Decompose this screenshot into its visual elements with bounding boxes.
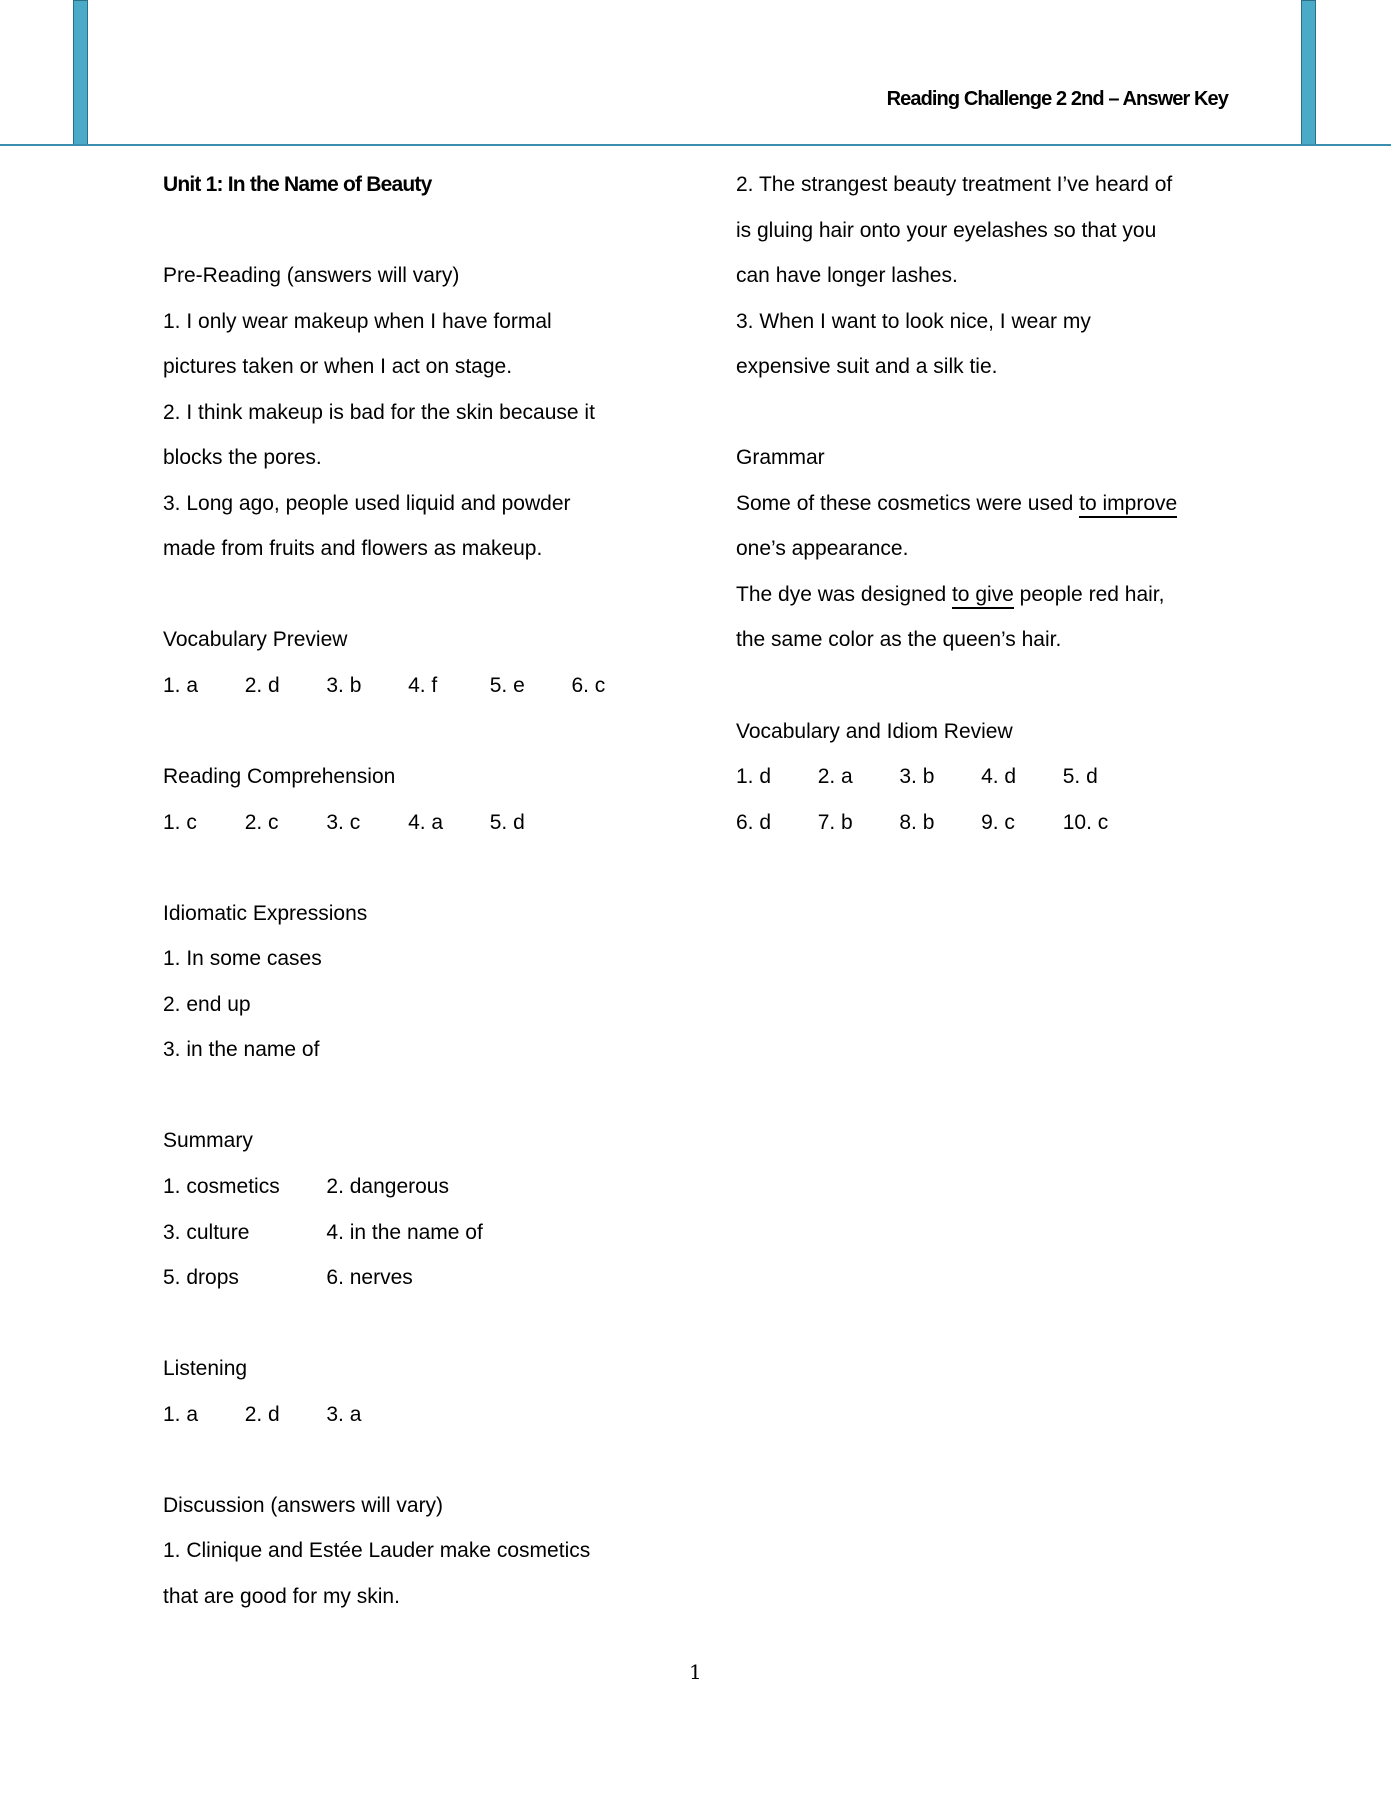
summary-row bbox=[163, 1210, 653, 1256]
left-header-bar bbox=[73, 0, 88, 146]
discussion-line: 2. The strangest beauty treatment I’ve heard of bbox=[736, 173, 1173, 196]
vocab-preview-answers bbox=[163, 663, 653, 709]
answer: 1. cosmetics bbox=[163, 1175, 280, 1199]
answer: 3. culture bbox=[163, 1220, 250, 1244]
answer: 2. d bbox=[244, 674, 280, 698]
answer: 6. nerves bbox=[326, 1266, 413, 1290]
pre-reading-line: pictures taken or when I act on stage. bbox=[163, 355, 513, 379]
answer: 1. d bbox=[736, 765, 772, 789]
grammar-sentence: one’s appearance. bbox=[736, 537, 909, 561]
idiom-line: 2. end up bbox=[163, 992, 251, 1016]
discussion-heading: Discussion (answers will vary) bbox=[163, 1493, 444, 1517]
grammar-sentence bbox=[736, 572, 1177, 618]
pre-reading-line: 1. I only wear makeup when I have formal bbox=[163, 309, 552, 333]
header-rule bbox=[0, 144, 1391, 146]
pre-reading-heading: Pre-Reading (answers will vary) bbox=[163, 264, 460, 288]
reading-comp-answers bbox=[163, 800, 653, 846]
idiom-line: 1. In some cases bbox=[163, 947, 322, 971]
vocab-review-answers bbox=[736, 800, 1177, 846]
underlined-answer: to give bbox=[952, 583, 1014, 609]
answer: 3. b bbox=[899, 765, 935, 789]
header-title: Reading Challenge 2 2nd – Answer Key bbox=[886, 88, 1228, 110]
summary-row bbox=[163, 1255, 653, 1301]
answer: 2. d bbox=[244, 1402, 280, 1426]
answer: 9. c bbox=[981, 810, 1015, 834]
answer: 3. a bbox=[326, 1402, 362, 1426]
vocab-review-answers bbox=[736, 754, 1177, 800]
grammar-sentence: the same color as the queen’s hair. bbox=[736, 628, 1062, 652]
summary-row bbox=[163, 1164, 653, 1210]
answer: 1. c bbox=[163, 810, 197, 834]
text: The dye was designed bbox=[736, 582, 952, 606]
page-number: 1 bbox=[689, 1660, 702, 1684]
grammar-heading: Grammar bbox=[736, 446, 825, 470]
pre-reading-line: blocks the pores. bbox=[163, 446, 322, 470]
text: people red hair, bbox=[1013, 582, 1165, 606]
text: Some of these cosmetics were used bbox=[736, 491, 1080, 515]
answer: 3. c bbox=[326, 810, 361, 834]
vocab-review-heading: Vocabulary and Idiom Review bbox=[736, 719, 1013, 743]
pre-reading-line: 2. I think makeup is bad for the skin because it bbox=[163, 400, 595, 424]
discussion-line: 1. Clinique and Estée Lauder make cosmetics bbox=[163, 1539, 591, 1563]
answer: 2. a bbox=[817, 765, 853, 789]
answer: 4. d bbox=[981, 765, 1017, 789]
pre-reading-line: made from fruits and flowers as makeup. bbox=[163, 537, 543, 561]
answer: 5. drops bbox=[163, 1266, 239, 1290]
discussion-line: that are good for my skin. bbox=[163, 1584, 400, 1608]
answer: 2. c bbox=[244, 810, 279, 834]
grammar-sentence bbox=[736, 481, 1177, 527]
answer: 4. in the name of bbox=[326, 1220, 483, 1244]
answer: 8. b bbox=[899, 810, 935, 834]
summary-heading: Summary bbox=[163, 1129, 253, 1153]
right-header-bar bbox=[1301, 0, 1316, 146]
left-column bbox=[163, 162, 653, 1620]
answer: 1. a bbox=[163, 674, 199, 698]
answer: 4. f bbox=[408, 674, 438, 698]
idioms-heading: Idiomatic Expressions bbox=[163, 901, 368, 925]
answer: 3. b bbox=[326, 674, 362, 698]
discussion-line: expensive suit and a silk tie. bbox=[736, 355, 998, 379]
underlined-answer: to improve bbox=[1079, 492, 1177, 518]
idiom-line: 3. in the name of bbox=[163, 1038, 320, 1062]
answer: 5. d bbox=[1062, 765, 1098, 789]
answer: 2. dangerous bbox=[326, 1175, 449, 1199]
reading-comp-heading: Reading Comprehension bbox=[163, 765, 396, 789]
answer: 5. d bbox=[489, 810, 525, 834]
discussion-line: 3. When I want to look nice, I wear my bbox=[736, 309, 1091, 333]
answer: 6. d bbox=[736, 810, 772, 834]
discussion-line: is gluing hair onto your eyelashes so that you bbox=[736, 218, 1157, 242]
answer: 10. c bbox=[1062, 810, 1109, 834]
pre-reading-line: 3. Long ago, people used liquid and powder bbox=[163, 491, 571, 515]
unit-title: Unit 1: In the Name of Beauty bbox=[163, 173, 432, 196]
vocab-preview-heading: Vocabulary Preview bbox=[163, 628, 348, 652]
right-column bbox=[736, 162, 1177, 845]
answer: 6. c bbox=[571, 674, 606, 698]
answer: 4. a bbox=[408, 810, 444, 834]
answer: 1. a bbox=[163, 1402, 199, 1426]
listening-answers bbox=[163, 1392, 653, 1438]
answer: 5. e bbox=[489, 674, 525, 698]
listening-heading: Listening bbox=[163, 1357, 248, 1381]
discussion-line: can have longer lashes. bbox=[736, 264, 958, 288]
answer: 7. b bbox=[817, 810, 853, 834]
